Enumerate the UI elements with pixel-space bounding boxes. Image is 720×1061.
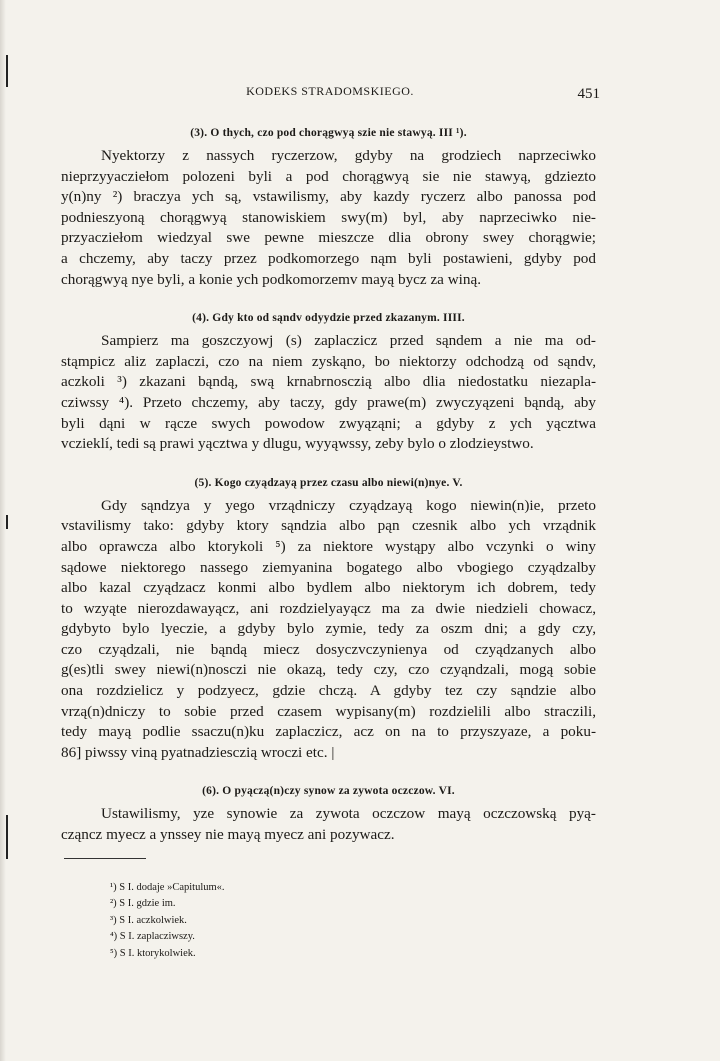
text-line: y(n)ny ²) braczya ych są, vstawilismy, aby kazdy ryczerz albo panossa pod [61,188,596,206]
text-line: cząncz myecz a ynssey nie mayą myecz ani pozywacz. [61,826,395,844]
page-number: 451 [577,86,600,102]
text-line: gdybyto bylo lyeczie, a gdyby bylo zymie, tedy za oszm dni; a gdy czy, [61,620,596,638]
text-line: to wzyąte nierozdawayącz, ani rozdzielyayącz ma za dwie niedzieli chowacz, [61,599,596,617]
section-heading: (5). Kogo czyądzayą przez czasu albo niewi(n)nye. V. [194,476,463,489]
text-line: byli dąni w rącze swych powodow zwyąząni; a gdyby z ych yącztwa [61,414,596,432]
text-line: podnieszyoną chorągwyą stanowiskiem swy(m) byl, aby naprzeciwko nie- [61,208,596,226]
text-line: g(es)tli swey niewi(n)nosczi nie okazą, tedy czy, czo czyąndzali, mogą sobie [61,661,596,679]
footnote-divider [64,858,146,859]
text-line: Sampierz ma goszczyowj (s) zaplaczicz przed sąndem a nie ma od- [101,332,596,350]
text-line: nieprzyyacziełom polozeni byli a pod chorągwyą sie nie stawyą, gdziezto [61,167,596,185]
paragraph [61,804,596,845]
text-line: albo oprawcza albo ktorykoli ⁵) za niektore wystąpy albo vczynki o winy [61,537,596,555]
footnote: ⁴) S I. zaplacziwszy. [110,931,195,943]
section [61,477,596,764]
text-line: tedy mayą podlie ssaczu(n)ku zaplaczicz, acz on na to przyszyaze, a poku- [61,723,596,741]
footnote: ³) S I. aczkolwiek. [110,914,187,926]
margin-mark [6,815,8,859]
text-line: chorągwyą nye byli, a konie ych podkomorzemv mayą bycz za winą. [61,270,482,288]
text-line: sądowe niektorego nassego ziemyanina bogatego albo vbogiego czyądzalby [61,558,596,576]
page-header [60,84,600,106]
text-line: vczieklí, tedi są prawi yącztwa y dlugu, wyyąwssy, zeby bylo o zlodzieystwo. [61,435,534,453]
footnote: ¹) S I. dodaje »Capitulum«. [110,882,225,893]
text-line: Gdy sąndzya y yego vrządniczy czyądzayą kogo niewin(n)ie, przeto [101,496,596,514]
text-line: aczkoli ³) zkazani bąndą, swą krnabrnosczią albo dlia niedostatku niezapla- [61,373,596,391]
paragraph [61,146,596,290]
running-title: KODEKS STRADOMSKIEGO. [246,84,414,98]
section-heading: (6). O pyączą(n)czy synow za zywota oczczow. VI. [202,785,455,798]
margin-mark [6,55,8,87]
paragraph [61,331,596,455]
paragraph [61,496,596,764]
text-line: ona rozdzielicz y podzyecz, gdzie chczą. A gdyby tez czy sąndzie albo [61,682,596,700]
footnote: ⁵) S I. ktorykolwiek. [110,947,196,959]
text-line: a chczemy, aby taczy przez podkomorzego nąm byli postawieni, gdyby pod [61,249,596,267]
text-line: albo kazal czyądzacz konmi albo bydlem albo niektorym ich dobrem, tedy [61,579,596,597]
section-heading: (3). O thych, czo pod chorągwyą szie nie stawyą. III ¹). [190,127,467,139]
text-line: vstavilismy tako: gdyby ktory sąndzia albo pąn czesnik albo ych vrządnik [61,517,596,535]
margin-mark [6,515,8,529]
footnotes [110,880,225,962]
text-line: stąmpicz aliz zaplaczi, czo na niem zyskąno, bo niektorzy odchodzą od sąndv, [61,352,596,370]
page-body [61,127,596,846]
section [61,785,596,845]
section [61,312,596,455]
text-line: Nyektorzy z nassych ryczerzow, gdyby na grodziech naprzeciwko [101,147,596,164]
text-line: vrzą(n)dniczy to sobie przed czasem wypisany(m) rozdzielili albo straczili, [61,702,596,720]
text-line: 86] piwssy viną pyatnadziesczią wroczi etc. | [61,743,335,761]
section [61,127,596,290]
section-heading: (4). Gdy kto od sąndv odyydzie przed zkazanym. IIII. [192,312,465,325]
text-line: cziwssy ⁴). Przeto chczemy, aby taczy, gdy prawe(m) zwyczyązeni bąndą, aby [61,393,596,411]
text-line: czo czyądzali, nie bąndą miecz dosyczvczynienya od czyądzanych albo [61,640,596,658]
footnote: ²) S I. gdzie im. [110,898,176,910]
page-edge [0,0,6,1061]
text-line: przyacziełom wiedzyal swe pewne mieszcze dlia obrony swey chorągwie; [61,229,596,247]
text-line: Ustawilismy, yze synowie za zywota oczczow mayą oczczowską pyą- [101,805,596,823]
